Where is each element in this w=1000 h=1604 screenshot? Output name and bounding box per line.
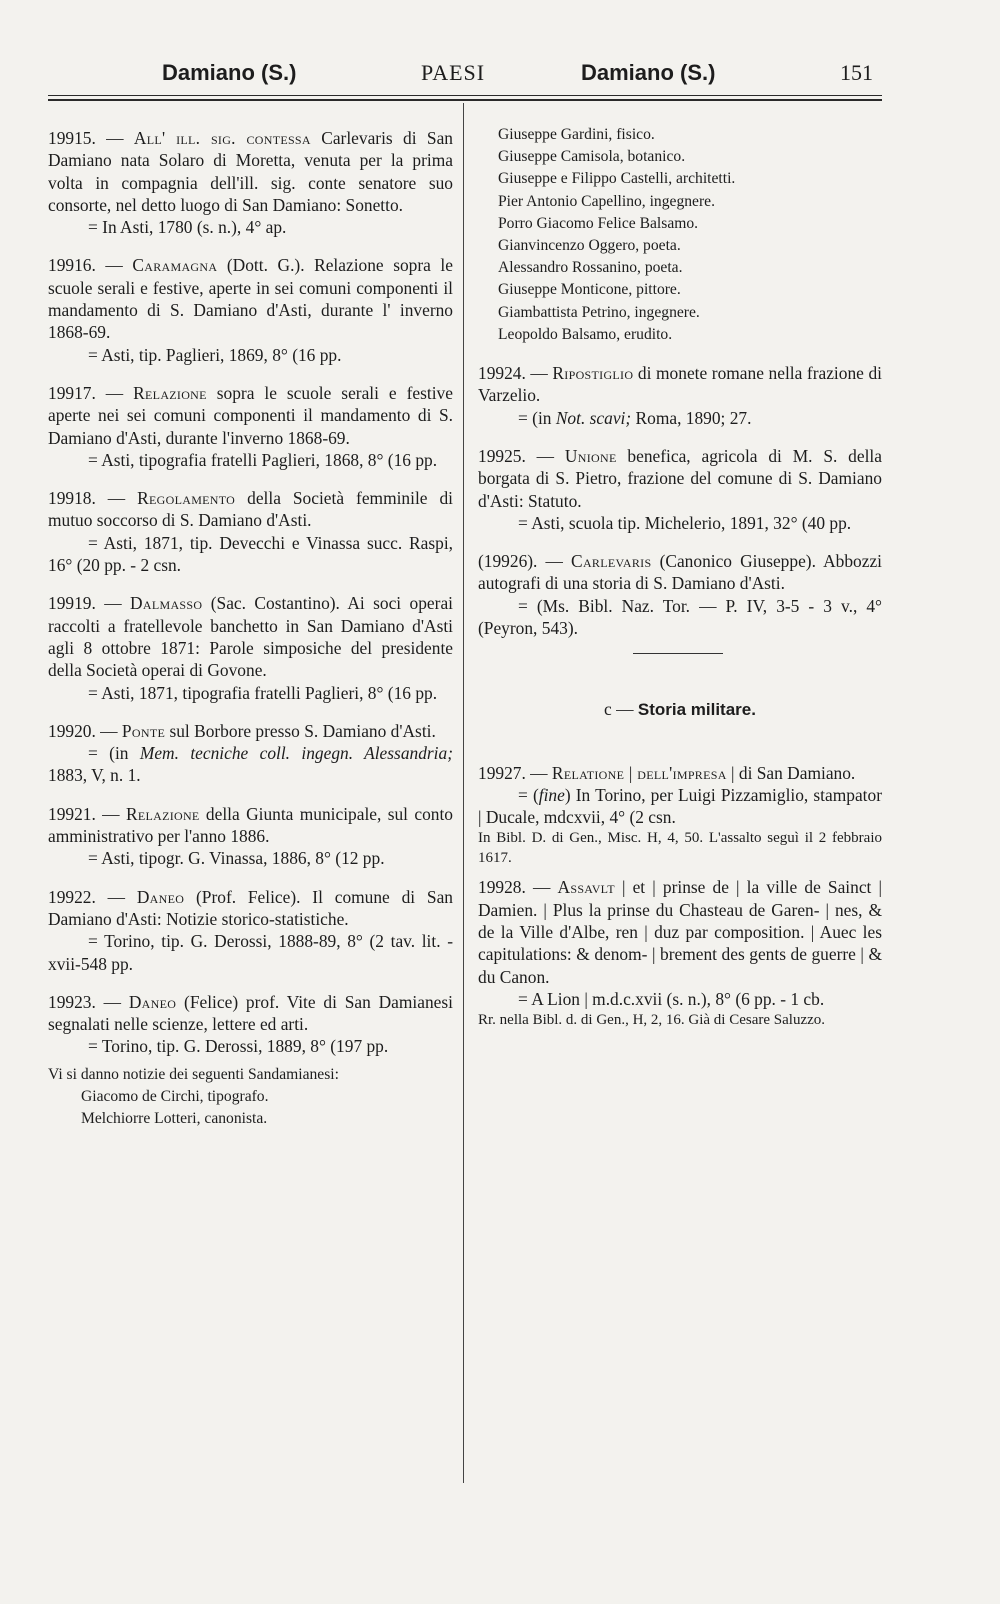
list-item: Melchiorre Lotteri, canonista. — [81, 1110, 268, 1128]
section-divider — [633, 653, 723, 654]
entry-author: Ponte — [121, 720, 166, 741]
section-title: Storia militare. — [637, 700, 756, 720]
header-center-title: PAESI — [421, 60, 486, 85]
entry-19923: 19923. — Daneo (Felice) prof. Vite di San Damianesi segnalati nelle scienze, lettere ed arti. = Torino, tip. G. Derossi, 1889, 8° (197 pp. — [48, 991, 453, 1057]
list-item: Pier Antonio Capellino, ingegnere. — [498, 192, 715, 210]
entry-text: di monete romane nella frazione di Varzelio. — [478, 363, 882, 406]
entry-imprint: = Asti, 1871, tip. Devecchi e Vinassa succ. Raspi, 16° (20 pp. - 2 csn. — [48, 532, 453, 576]
journal-title: Not. scavi; — [555, 407, 632, 428]
entry-imprint: = Asti, tipogr. G. Vinassa, 1886, 8° (12 pp. — [88, 848, 385, 869]
entry-text: (Canonico Giuseppe). Abbozzi autografi di una storia di S. Damiano d'Asti. — [478, 551, 882, 594]
column-divider — [463, 103, 464, 1483]
entry-number: 19923. — [48, 991, 96, 1012]
entry-note: In Bibl. D. di Gen., Misc. H, 4, 50. L'assalto seguì il 2 febbraio 1617. — [478, 830, 882, 867]
entry-text: (Felice) prof. Vite di San Damianesi segnalati nelle scienze, lettere ed arti. — [48, 991, 453, 1035]
entry-number: 19924. — [478, 363, 526, 384]
entry-author: Regolamento — [137, 488, 236, 509]
people-intro: Vi si danno notizie dei seguenti Sandamianesi: — [48, 1065, 339, 1083]
entry-text: (Sac. Costantino). Ai soci operai raccolti a fratellevole banchetto in San Damiano d'Asti agli 8 ottobre 1871: Parole simposiche del presidente della Società operai di Govone. — [48, 593, 453, 681]
entry-text: sul Borbore presso S. Damiano d'Asti. — [169, 720, 436, 741]
entry-author: Assavlt — [557, 877, 615, 898]
section-heading — [478, 698, 882, 721]
entry-19917: 19917. — Relazione sopra le scuole serali e festive aperte nei sei comuni componenti il mandamento di S. Damiano d'Asti, durante l'inverno 1868-69. = Asti, tipografia fratelli Paglieri, 1868, 8° (16 pp. — [48, 382, 453, 470]
entry-text: benefica, agricola di M. S. della borgata di S. Pietro, frazione del comune di S. Damiano d'Asti: Statuto. — [478, 445, 882, 511]
entry-19918: 19918. — Regolamento della Società femminile di mutuo soccorso di S. Damiano d'Asti. = Asti, 1871, tip. Devecchi e Vinassa succ. Raspi, 16° (20 pp. - 2 csn. — [48, 488, 453, 576]
entry-number: 19928. — [478, 877, 526, 898]
entry-text: (Dott. G.). Relazione sopra le scuole serali e festive, aperte in sei comuni componenti il mandamento di S. Damiano d'Asti, durante l' inverno 1868-69. — [48, 255, 453, 343]
entry-text: della Giunta municipale, sul conto amministrativo per l'anno 1886. — [48, 803, 454, 847]
entry-imprint: = Asti, 1871, tipografia fratelli Paglieri, 8° (16 pp. — [88, 682, 438, 703]
entry-imprint: = (in Not. scavi; Roma, 1890; 27. — [518, 407, 752, 428]
entry-number: 19927. — [478, 762, 526, 783]
entry-19922: 19922. — Daneo (Prof. Felice). Il comune di San Damiano d'Asti: Notizie storico-statistiche. = Torino, tip. G. Derossi, 1888-89, 8° (2 tav. lit. - xvii-548 pp. — [48, 886, 453, 974]
entry-author: Unione — [564, 445, 617, 466]
entry-number: 19920. — [48, 720, 96, 741]
entry-19920: 19920. — Ponte sul Borbore presso S. Damiano d'Asti. = (in Mem. tecniche coll. ingegn. Alessandria; 1883, V, n. 1. — [48, 720, 453, 786]
entry-text: | et | prinse de | la ville de Sainct | Damien. | Plus la prinse du Chasteau de Garen- | nes, & de la Ville d'Albe, ren | duz par composition. | Auec les capitulations: & denom- | brement des gents de guerre | & du Canon. — [478, 877, 882, 987]
entry-text: Carlevaris di San Damiano nata Solaro di Moretta, venuta per la prima volta in compagnia dell'ill. sig. conte senatore suo consorte, nel detto luogo di San Damiano: Sonetto. — [48, 128, 453, 215]
right-column — [478, 124, 882, 1046]
entry-number: 19916. — [48, 255, 96, 276]
entry-author: Daneo — [136, 886, 185, 907]
entry-number: 19917. — [48, 382, 96, 403]
list-item: Porro Giacomo Felice Balsamo. — [498, 214, 699, 232]
entry-19921: 19921. — Relazione della Giunta municipale, sul conto amministrativo per l'anno 1886. = Asti, tipogr. G. Vinassa, 1886, 8° (12 pp. — [48, 803, 454, 869]
imprint-italic: fine — [538, 784, 565, 805]
entry-number: 19919. — [48, 593, 96, 614]
entry-19915: 19915. — All' ill. sig. contessa Carlevaris di San Damiano nata Solaro di Moretta, venuta per la prima volta in compagnia dell'ill. sig. conte senatore suo consorte, nel detto luogo di San Damiano: Sonetto. = In Asti, 1780 (s. n.), 4° ap. — [48, 128, 453, 238]
entry-author: Dalmasso — [130, 593, 203, 614]
journal-title: Mem. tecniche coll. ingegn. Alessandria; — [139, 743, 453, 764]
entry-number: 19925. — [478, 445, 526, 466]
entry-imprint: = (Ms. Bibl. Naz. Tor. — P. IV, 3-5 - 3 v., 4° (Peyron, 543). — [478, 595, 882, 638]
entry-19927: 19927. — Relatione | dell'impresa | di San Damiano. = (fine) In Torino, per Luigi Pizzamiglio, stampator | Ducale, mdcxvii, 4° (2 csn. In Bibl. D. di Gen., Misc. H, 4, 50. L'assalto seguì il 2 febbraio 1617. — [478, 762, 882, 867]
left-column — [48, 127, 453, 1131]
header-rule-top — [48, 95, 882, 96]
entry-imprint: = Asti, tipografia fratelli Paglieri, 1868, 8° (16 pp. — [88, 449, 438, 470]
header-left-title: Damiano (S.) — [162, 60, 297, 85]
entry-author: Carlevaris — [571, 551, 652, 572]
people-list-left — [81, 1086, 453, 1131]
entry-author: Caramagna — [132, 255, 218, 276]
entry-number: 19918. — [48, 488, 96, 509]
entry-author: Relazione — [125, 803, 200, 824]
list-item: Leopoldo Balsamo, erudito. — [498, 325, 673, 343]
header-rule-bottom — [48, 99, 882, 101]
entry-imprint: = (in Mem. tecniche coll. ingegn. Alessandria; 1883, V, n. 1. — [48, 743, 453, 786]
entry-author: Relazione — [133, 382, 207, 403]
entry-text: sopra le scuole serali e festive aperte nei sei comuni componenti il mandamento di S. Damiano d'Asti, durante l'inverno 1868-69. — [48, 382, 453, 448]
entry-imprint: = (fine) In Torino, per Luigi Pizzamiglio, stampator | Ducale, mdcxvii, 4° (2 csn. — [478, 784, 882, 828]
entry-number: (19926). — [478, 551, 538, 572]
page-number: 151 — [840, 60, 873, 85]
entry-author: Ripostiglio — [552, 363, 634, 384]
entry-number: 19921. — [48, 803, 96, 824]
entry-19928: 19928. — Assavlt | et | prinse de | la ville de Sainct | Damien. | Plus la prinse du Chasteau de Garen- | nes, & de la Ville d'Albe, ren | duz par composition. | Auec les capitulations: & denom- | brement des gents de guerre | & du Canon. = A Lion | m.d.c.xvii (s. n.), 8° (6 pp. - 1 cb. Rr. nella Bibl. d. di Gen., H, 2, 16. Già di Cesare Saluzzo. — [478, 877, 882, 1029]
entry-text: della Società femminile di mutuo soccorso di S. Damiano d'Asti. — [48, 488, 453, 531]
entry-author: Relatione | dell'impresa — [551, 762, 727, 783]
list-item: Alessandro Rossanino, poeta. — [498, 259, 683, 277]
list-item: Giambattista Petrino, ingegnere. — [498, 303, 700, 321]
entry-text: (Prof. Felice). Il comune di San Damiano d'Asti: Notizie storico-statistiche. — [48, 886, 453, 929]
entry-19916: 19916. — Caramagna (Dott. G.). Relazione sopra le scuole serali e festive, aperte in sei comuni componenti il mandamento di S. Damiano d'Asti, durante l' inverno 1868-69. = Asti, tip. Paglieri, 1869, 8° (16 pp. — [48, 255, 453, 365]
entry-author: Daneo — [128, 991, 177, 1012]
list-item: Gianvincenzo Oggero, poeta. — [498, 237, 681, 255]
people-list-right — [498, 124, 882, 346]
list-item: Giuseppe Gardini, fisico. — [498, 126, 655, 143]
entry-note: Rr. nella Bibl. d. di Gen., H, 2, 16. Già di Cesare Saluzzo. — [478, 1012, 826, 1029]
entry-number: 19915. — [48, 128, 96, 148]
entry-text: | di San Damiano. — [731, 762, 856, 783]
entry-imprint: = Asti, tip. Paglieri, 1869, 8° (16 pp. — [88, 344, 342, 365]
entry-author: All' ill. sig. contessa — [133, 128, 311, 148]
entry-imprint: = Asti, scuola tip. Michelerio, 1891, 32° (40 pp. — [518, 512, 852, 533]
entry-19919: 19919. — Dalmasso (Sac. Costantino). Ai soci operai raccolti a fratellevole banchetto in San Damiano d'Asti agli 8 ottobre 1871: Parole simposiche del presidente della Società operai di Govone. = Asti, 1871, tipografia fratelli Paglieri, 8° (16 pp. — [48, 593, 453, 703]
page-header — [48, 56, 882, 92]
entry-imprint: = In Asti, 1780 (s. n.), 4° ap. — [88, 217, 287, 238]
entry-imprint: = A Lion | m.d.c.xvii (s. n.), 8° (6 pp. - 1 cb. — [518, 988, 825, 1009]
list-item: Giuseppe e Filippo Castelli, architetti. — [498, 170, 736, 188]
entry-imprint: = Torino, tip. G. Derossi, 1888-89, 8° (2 tav. lit. - xvii-548 pp. — [48, 931, 453, 974]
entry-number: 19922. — [48, 886, 96, 907]
entry-19925: 19925. — Unione benefica, agricola di M. S. della borgata di S. Pietro, frazione del comune di S. Damiano d'Asti: Statuto. = Asti, scuola tip. Michelerio, 1891, 32° (40 pp. — [478, 445, 882, 533]
entry-19926: (19926). — Carlevaris (Canonico Giuseppe). Abbozzi autografi di una storia di S. Damiano d'Asti. = (Ms. Bibl. Naz. Tor. — P. IV, 3-5 - 3 v., 4° (Peyron, 543). — [478, 551, 882, 638]
section-prefix: c — — [604, 699, 634, 720]
list-item: Giuseppe Monticone, pittore. — [498, 281, 681, 299]
list-item: Giacomo de Circhi, tipografo. — [81, 1087, 269, 1105]
header-right-title: Damiano (S.) — [581, 60, 716, 85]
entry-imprint: = Torino, tip. G. Derossi, 1889, 8° (197 pp. — [88, 1036, 389, 1057]
list-item: Giuseppe Camisola, botanico. — [498, 148, 686, 166]
entry-19924: 19924. — Ripostiglio di monete romane nella frazione di Varzelio. = (in Not. scavi; Roma, 1890; 27. — [478, 363, 882, 428]
